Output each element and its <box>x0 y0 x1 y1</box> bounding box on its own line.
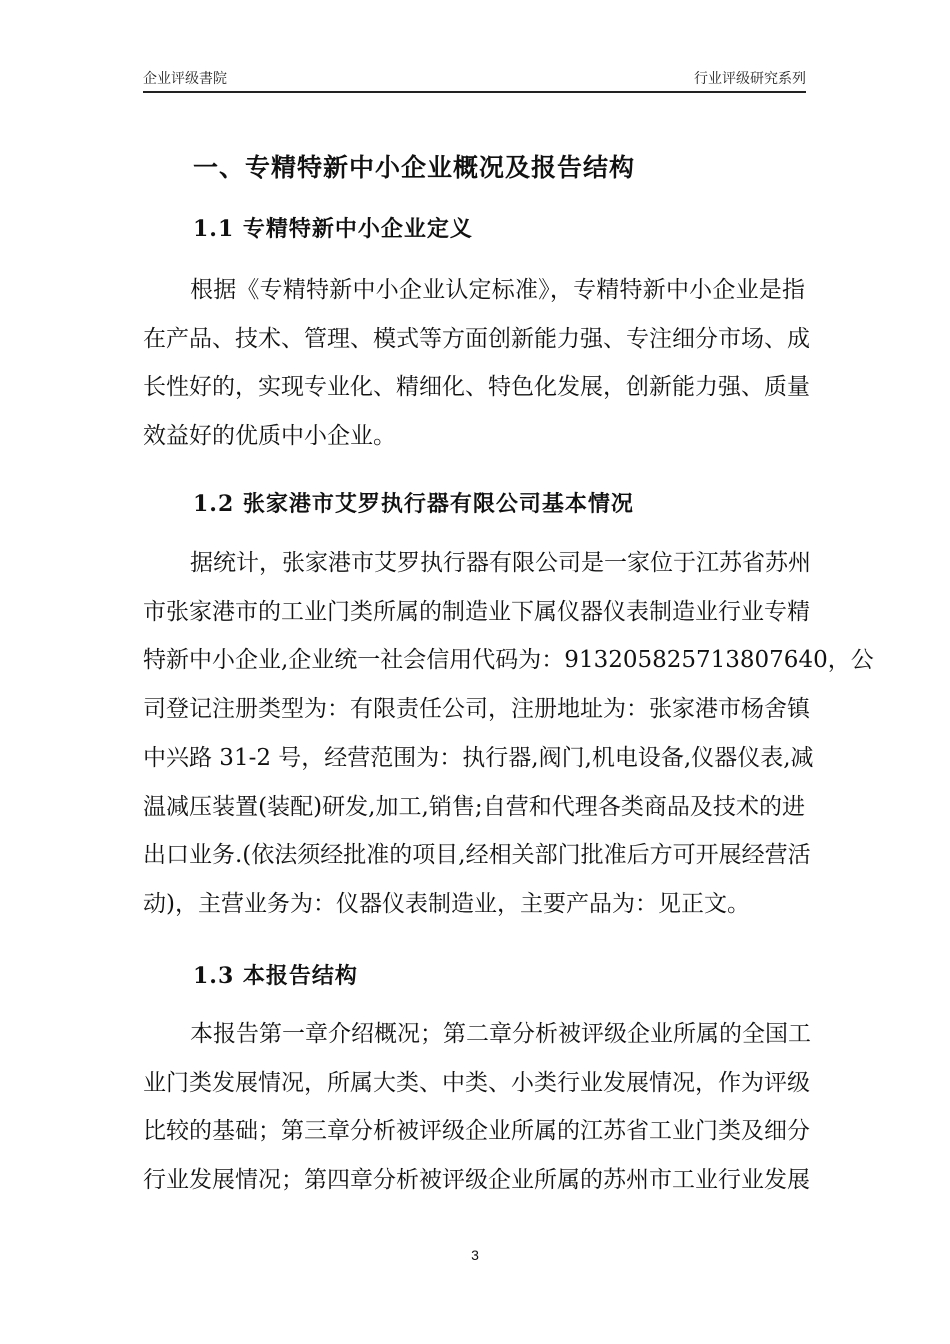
paragraph-line: 中兴路 31-2 号，经营范围为：执行器,阀门,机电设备,仪器仪表,减 <box>143 744 814 771</box>
section-title: 1.2 张家港市艾罗执行器有限公司基本情况 <box>193 491 634 517</box>
paragraph-line: 根据《专精特新中小企业认定标准》，专精特新中小企业是指 <box>190 277 805 303</box>
paragraph-line: 本报告第一章介绍概况；第二章分析被评级企业所属的全国工 <box>190 1021 811 1047</box>
section-title: 1.3 本报告结构 <box>193 963 358 989</box>
paragraph-line: 温减压装置(装配)研发,加工,销售;自营和代理各类商品及技术的进 <box>143 793 805 820</box>
header-right: 行业评级研究系列 <box>694 70 806 86</box>
chapter-title: 一、专精特新中小企业概况及报告结构 <box>193 153 636 182</box>
paragraph-line: 特新中小企业,企业统一社会信用代码为：913205825713807640，公 <box>143 647 874 674</box>
paragraph-line: 行业发展情况；第四章分析被评级企业所属的苏州市工业行业发展 <box>143 1167 810 1194</box>
header-left: 企业评级書院 <box>143 70 227 86</box>
paragraph-line: 比较的基础；第三章分析被评级企业所属的江苏省工业门类及细分 <box>143 1118 810 1145</box>
paragraph-line: 效益好的优质中小企业。 <box>143 423 396 450</box>
paragraph-line: 出口业务.(依法须经批准的项目,经相关部门批准后方可开展经营活 <box>143 842 811 869</box>
paragraph-line: 长性好的，实现专业化、精细化、特色化发展，创新能力强、质量 <box>143 374 810 401</box>
header-rule <box>143 91 806 93</box>
paragraph-line: 业门类发展情况，所属大类、中类、小类行业发展情况，作为评级 <box>143 1069 810 1096</box>
paragraph-line: 市张家港市的工业门类所属的制造业下属仪器仪表制造业行业专精 <box>143 598 810 625</box>
page-number: 3 <box>471 1247 479 1263</box>
paragraph-line: 在产品、技术、管理、模式等方面创新能力强、专注细分市场、成 <box>143 325 810 352</box>
paragraph-line: 据统计，张家港市艾罗执行器有限公司是一家位于江苏省苏州 <box>190 550 811 576</box>
section-title: 1.1 专精特新中小企业定义 <box>193 216 473 242</box>
paragraph-line: 司登记注册类型为：有限责任公司，注册地址为：张家港市杨舍镇 <box>143 696 810 723</box>
paragraph-line: 动)，主营业务为：仪器仪表制造业，主要产品为：见正文。 <box>143 890 750 917</box>
